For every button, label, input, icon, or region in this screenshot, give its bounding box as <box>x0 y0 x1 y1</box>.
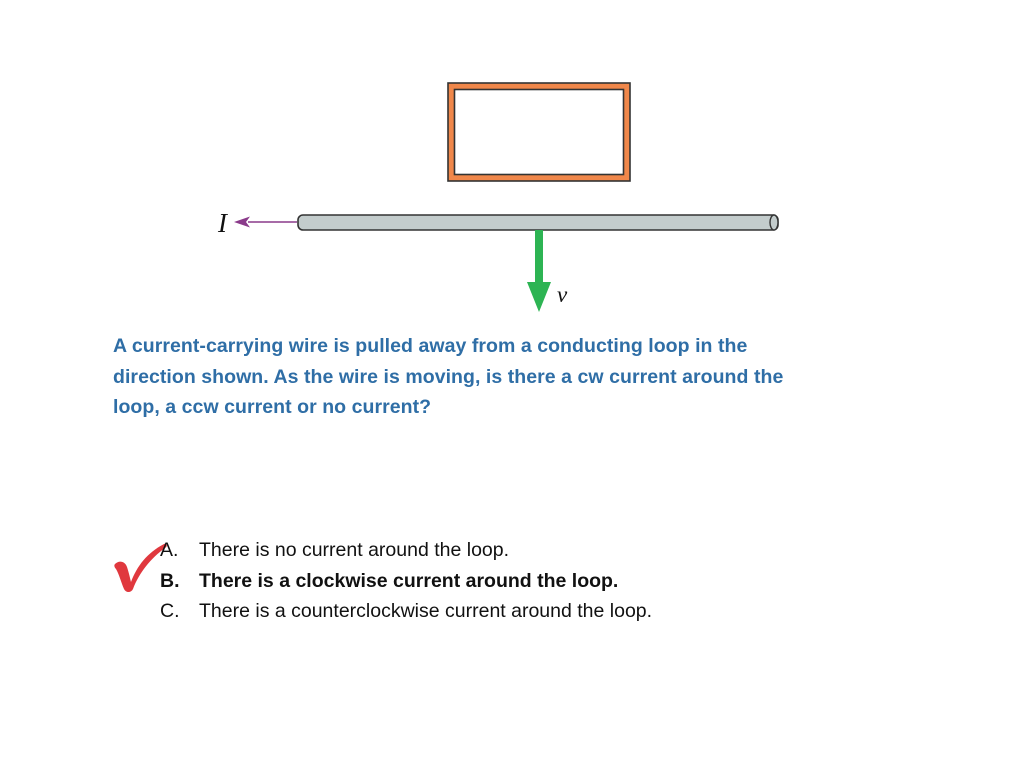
answer-letter-b: B. <box>160 569 180 592</box>
velocity-arrow <box>527 230 551 312</box>
conducting-loop <box>448 83 630 181</box>
magnetic-induction-diagram <box>0 0 1024 330</box>
answer-choices <box>160 535 880 627</box>
answer-choice-b[interactable] <box>160 566 880 597</box>
answer-choice-c[interactable] <box>160 596 880 627</box>
current-direction-arrow <box>234 217 297 228</box>
answer-text-a: There is no current around the loop. <box>199 539 510 561</box>
answer-text-c: There is a counterclockwise current around the loop. <box>199 600 653 622</box>
current-label: I <box>218 208 227 238</box>
question-text: A current-carrying wire is pulled away from a conducting loop in the direction shown. As the wire is moving, is there a cw current around the loop, a ccw current or no current? <box>113 335 784 418</box>
answer-choice-a[interactable] <box>160 535 880 566</box>
answer-letter-a: A. <box>160 539 179 561</box>
velocity-label: v <box>557 282 568 307</box>
answer-text-b: There is a clockwise current around the loop. <box>199 569 619 592</box>
current-carrying-wire <box>298 215 778 230</box>
answer-letter-c: C. <box>160 600 180 622</box>
